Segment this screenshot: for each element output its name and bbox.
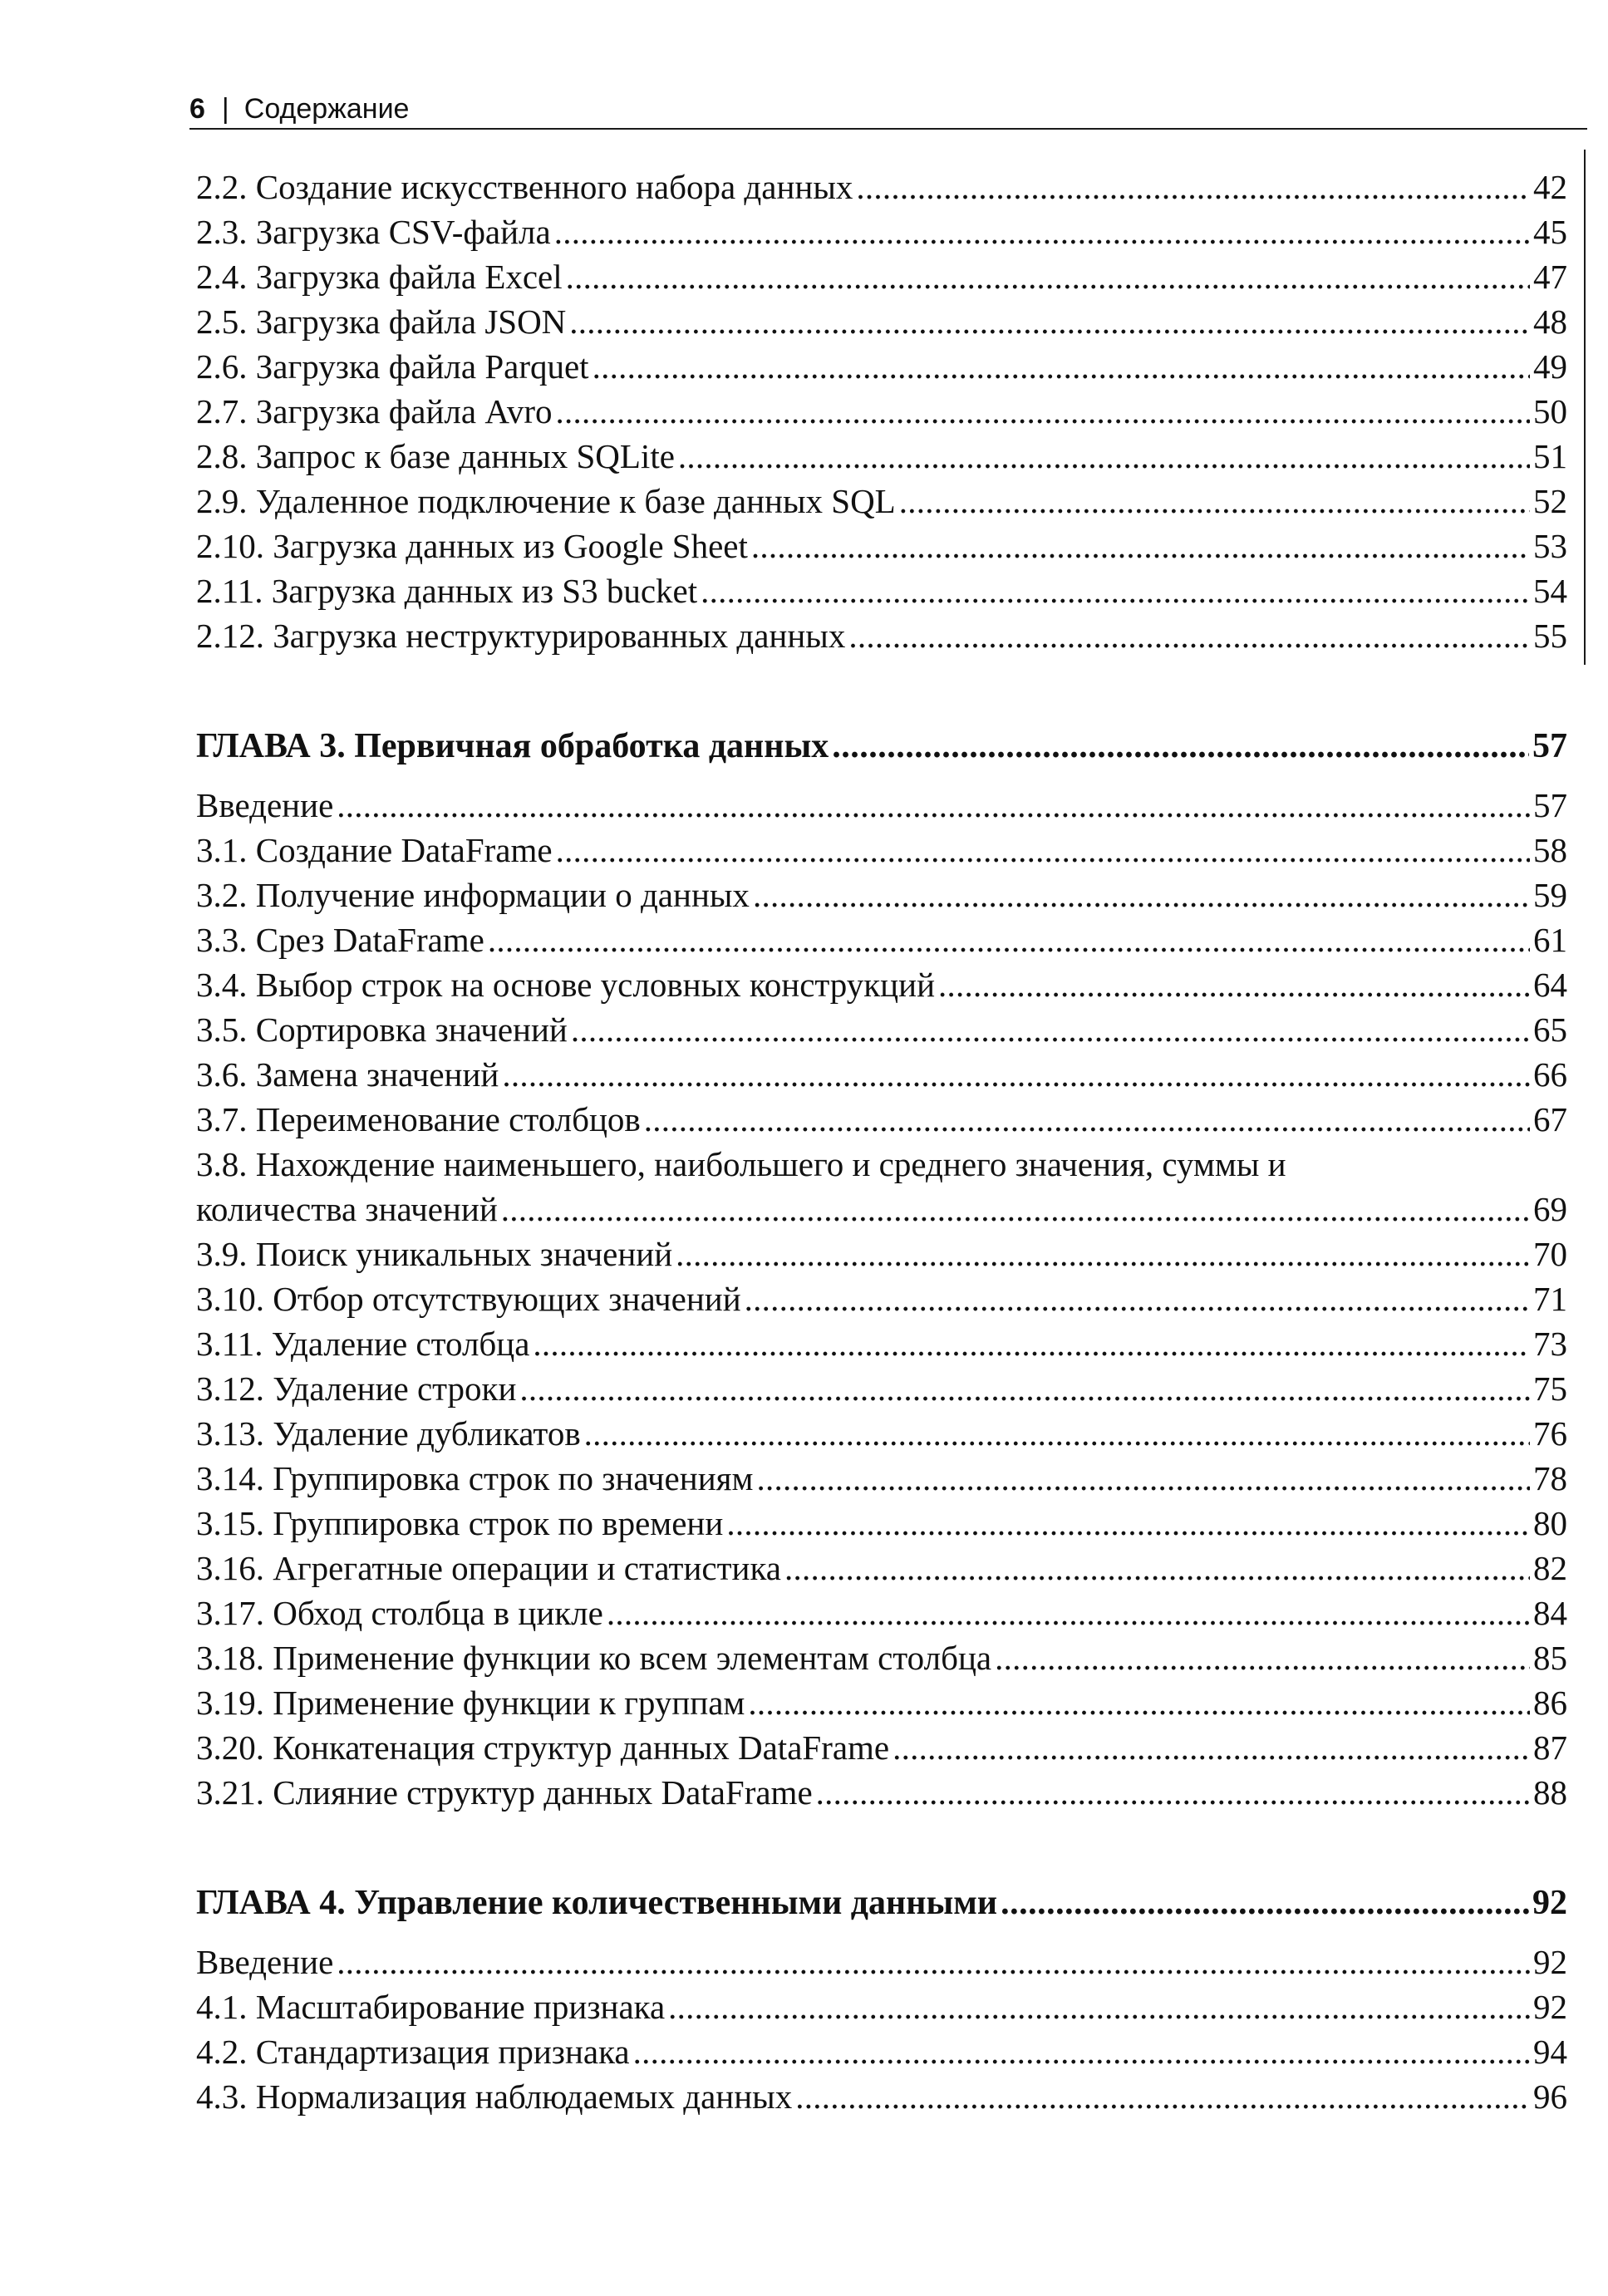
dot-leader — [501, 1187, 1530, 1232]
dot-leader — [756, 1456, 1530, 1501]
toc-entry-text: 2.2. Создание искусственного набора данных — [196, 168, 853, 206]
chapter-title: ГЛАВА 3. Первичная обработка данных — [196, 727, 829, 765]
dot-leader — [784, 1546, 1530, 1590]
toc-entry[interactable] — [196, 1456, 1567, 1501]
toc-entry-page: 92 — [1533, 1988, 1567, 2026]
toc-entry[interactable] — [196, 479, 1567, 524]
toc-entry-page: 78 — [1533, 1459, 1567, 1497]
toc-entry-text: 2.11. Загрузка данных из S3 bucket — [196, 572, 698, 610]
dot-leader — [556, 389, 1530, 434]
chapter4-heading[interactable] — [196, 1878, 1567, 1928]
toc-entry[interactable] — [196, 165, 1567, 209]
dot-leader — [556, 828, 1530, 873]
toc-entry[interactable] — [196, 524, 1567, 568]
toc-entry-text: 3.11. Удаление столбца — [196, 1325, 530, 1363]
toc-entry-page: 85 — [1533, 1639, 1567, 1677]
dot-leader — [753, 873, 1530, 917]
toc-entry-page: 54 — [1533, 572, 1567, 610]
header-separator: | — [221, 93, 229, 125]
toc-entry-text: 3.15. Группировка строк по времени — [196, 1504, 724, 1542]
toc-entry[interactable] — [196, 1097, 1567, 1142]
margin-rule — [1584, 150, 1586, 665]
toc-entry-page: 76 — [1533, 1414, 1567, 1453]
chapter-page: 92 — [1532, 1884, 1567, 1922]
dot-leader — [668, 1984, 1530, 2029]
toc-entry-text-line2: количества значений — [196, 1190, 498, 1228]
toc-entry-text: 3.5. Сортировка значений — [196, 1010, 568, 1049]
toc-entry-text: 3.13. Удаление дубликатов — [196, 1414, 581, 1453]
toc-entry-text: 3.17. Обход столбца в цикле — [196, 1594, 603, 1632]
toc-entry-page: 55 — [1533, 617, 1567, 655]
toc-entry-page: 49 — [1533, 347, 1567, 386]
toc-entry-text: 3.18. Применение функции ко всем элементам столбца — [196, 1639, 992, 1677]
toc-entry-text: 2.6. Загрузка файла Parquet — [196, 347, 589, 386]
toc-entry-page: 88 — [1533, 1773, 1567, 1812]
dot-leader — [676, 1232, 1530, 1276]
dot-leader — [607, 1590, 1530, 1635]
toc-entry[interactable] — [196, 209, 1567, 254]
toc-entry-page: 61 — [1533, 921, 1567, 959]
dot-leader — [726, 1501, 1530, 1546]
toc-entry[interactable] — [196, 1984, 1567, 2029]
chapter-title: ГЛАВА 4. Управление количественными данными — [196, 1884, 998, 1922]
toc-entry-page: 71 — [1533, 1280, 1567, 1318]
toc-entry-page: 57 — [1533, 786, 1567, 824]
toc-entry-text: 3.7. Переименование столбцов — [196, 1100, 641, 1138]
dot-leader — [554, 209, 1530, 254]
toc-entry-page: 86 — [1533, 1684, 1567, 1722]
toc-entry-3-8[interactable] — [196, 1142, 1567, 1232]
toc-entry-page: 87 — [1533, 1728, 1567, 1767]
toc-entry[interactable] — [196, 917, 1567, 962]
dot-leader — [593, 344, 1530, 389]
toc-entry[interactable] — [196, 1007, 1567, 1052]
toc-entry-text: 2.4. Загрузка файла Excel — [196, 258, 563, 296]
chapter2-entries — [196, 165, 1567, 658]
dot-leader — [816, 1770, 1530, 1815]
dot-leader — [519, 1366, 1530, 1411]
toc-entry[interactable] — [196, 254, 1567, 299]
toc-entry-text: 3.10. Отбор отсутствующих значений — [196, 1280, 741, 1318]
toc-entry-text: 3.3. Срез DataFrame — [196, 921, 484, 959]
dot-leader — [566, 254, 1530, 299]
toc-entry-page: 80 — [1533, 1504, 1567, 1542]
toc-entry-text: 3.2. Получение информации о данных — [196, 876, 750, 914]
toc-entry-page: 42 — [1533, 168, 1567, 206]
toc-entry[interactable] — [196, 1232, 1567, 1276]
toc-entry-page: 73 — [1533, 1325, 1567, 1363]
toc-entry-page: 94 — [1533, 2033, 1567, 2071]
toc-entry-text: 2.12. Загрузка неструктурированных данных — [196, 617, 846, 655]
toc-entry[interactable] — [196, 1770, 1567, 1815]
toc-entry-text: 2.8. Запрос к базе данных SQLite — [196, 437, 675, 475]
toc-entry-text: 4.2. Стандартизация признака — [196, 2033, 630, 2071]
toc-entry[interactable] — [196, 1366, 1567, 1411]
toc-entry-text: 2.5. Загрузка файла JSON — [196, 302, 567, 341]
toc-entry-page: 84 — [1533, 1594, 1567, 1632]
toc-entry[interactable] — [196, 962, 1567, 1007]
toc-entry-text: Введение — [196, 786, 334, 824]
toc-entry-page: 58 — [1533, 831, 1567, 869]
toc-entry-page: 64 — [1533, 966, 1567, 1004]
toc-entry-text: 3.1. Создание DataFrame — [196, 831, 553, 869]
toc-entry[interactable] — [196, 2074, 1567, 2119]
chapter-page: 57 — [1532, 727, 1567, 765]
toc-entry-page: 65 — [1533, 1010, 1567, 1049]
toc-entry[interactable] — [196, 1680, 1567, 1725]
toc-entry[interactable] — [196, 1940, 1567, 1984]
toc-entry[interactable] — [196, 1501, 1567, 1546]
toc-entry[interactable] — [196, 1411, 1567, 1456]
toc-entry-text: 3.21. Слияние структур данных DataFrame — [196, 1773, 813, 1812]
dot-leader — [748, 1680, 1530, 1725]
toc-entry[interactable] — [196, 613, 1567, 658]
toc-entry-text: 3.14. Группировка строк по значениям — [196, 1459, 754, 1497]
dot-leader — [848, 613, 1530, 658]
chapter3-entries-b — [196, 1232, 1567, 1815]
toc-entry-page: 75 — [1533, 1369, 1567, 1408]
toc-entry-text-line1: 3.8. Нахождение наименьшего, наибольшего и среднего значения, суммы и — [196, 1145, 1286, 1183]
dot-leader — [633, 2029, 1530, 2074]
toc-entry[interactable] — [196, 873, 1567, 917]
dot-leader — [678, 434, 1530, 479]
toc-entry-text: 3.9. Поиск уникальных значений — [196, 1235, 673, 1273]
toc-entry-page: 45 — [1533, 213, 1567, 251]
toc-entry-text: 4.1. Масштабирование признака — [196, 1988, 666, 2026]
toc-entry[interactable] — [196, 1321, 1567, 1366]
dot-leader — [569, 299, 1530, 344]
dot-leader — [337, 1940, 1530, 1984]
dot-leader — [502, 1052, 1530, 1097]
toc-entry-text: 2.3. Загрузка CSV-файла — [196, 213, 551, 251]
dot-leader — [644, 1097, 1530, 1142]
dot-leader — [701, 568, 1530, 613]
toc-entry-text: 3.16. Агрегатные операции и статистика — [196, 1549, 781, 1587]
dot-leader — [995, 1635, 1530, 1680]
dot-leader — [856, 165, 1530, 209]
toc-entry-page: 50 — [1533, 392, 1567, 430]
dot-leader — [584, 1411, 1530, 1456]
dot-leader — [899, 479, 1530, 524]
chapter4-entries — [196, 1940, 1567, 2119]
toc-entry-text: 3.4. Выбор строк на основе условных конструкций — [196, 966, 936, 1004]
toc-entry-page: 69 — [1533, 1190, 1567, 1228]
toc-entry-page: 92 — [1533, 1943, 1567, 1981]
toc-entry[interactable] — [196, 1276, 1567, 1321]
toc-entry[interactable] — [196, 828, 1567, 873]
dot-leader — [751, 524, 1530, 568]
toc-entry-text: 3.20. Конкатенация структур данных DataFrame — [196, 1728, 890, 1767]
toc-entry-page: 51 — [1533, 437, 1567, 475]
toc-entry[interactable] — [196, 1635, 1567, 1680]
toc-entry-text: Введение — [196, 1943, 334, 1981]
toc-entry-page: 53 — [1533, 527, 1567, 565]
toc-entry[interactable] — [196, 1590, 1567, 1635]
dot-leader — [795, 2074, 1530, 2119]
toc-entry-text: 3.12. Удаление строки — [196, 1369, 517, 1408]
toc-entry-page: 67 — [1533, 1100, 1567, 1138]
toc-entry[interactable] — [196, 783, 1567, 828]
header-page-number: 6 — [189, 93, 205, 125]
toc-entry-page: 47 — [1533, 258, 1567, 296]
dot-leader — [337, 783, 1530, 828]
dot-leader — [571, 1007, 1530, 1052]
toc-entry-page: 82 — [1533, 1549, 1567, 1587]
toc-entry-page: 66 — [1533, 1055, 1567, 1094]
dot-leader — [533, 1321, 1530, 1366]
table-of-contents — [196, 165, 1567, 2119]
toc-entry[interactable] — [196, 299, 1567, 344]
dot-leader — [893, 1725, 1530, 1770]
toc-entry-page: 96 — [1533, 2077, 1567, 2116]
toc-entry[interactable] — [196, 568, 1567, 613]
toc-entry[interactable] — [196, 434, 1567, 479]
dot-leader — [745, 1276, 1530, 1321]
toc-entry[interactable] — [196, 1725, 1567, 1770]
toc-entry[interactable] — [196, 389, 1567, 434]
toc-entry-text: 3.6. Замена значений — [196, 1055, 499, 1094]
dot-leader — [938, 962, 1530, 1007]
chapter3-entries-a — [196, 783, 1567, 1142]
dot-leader — [832, 721, 1529, 771]
toc-entry-text: 2.10. Загрузка данных из Google Sheet — [196, 527, 748, 565]
toc-entry-text: 3.19. Применение функции к группам — [196, 1684, 745, 1722]
toc-entry[interactable] — [196, 1052, 1567, 1097]
toc-entry[interactable] — [196, 344, 1567, 389]
toc-entry-page: 48 — [1533, 302, 1567, 341]
toc-entry[interactable] — [196, 1546, 1567, 1590]
toc-entry-text: 2.7. Загрузка файла Avro — [196, 392, 553, 430]
toc-entry-page: 52 — [1533, 482, 1567, 520]
toc-entry[interactable] — [196, 2029, 1567, 2074]
dot-leader — [488, 917, 1530, 962]
toc-entry-page: 70 — [1533, 1235, 1567, 1273]
dot-leader — [1001, 1878, 1529, 1928]
header-title: Содержание — [243, 93, 410, 125]
toc-entry-page: 59 — [1533, 876, 1567, 914]
toc-entry-text: 4.3. Нормализация наблюдаемых данных — [196, 2077, 793, 2116]
toc-entry-text: 2.9. Удаленное подключение к базе данных SQL — [196, 482, 896, 520]
chapter3-heading[interactable] — [196, 721, 1567, 771]
running-header — [189, 90, 1587, 130]
